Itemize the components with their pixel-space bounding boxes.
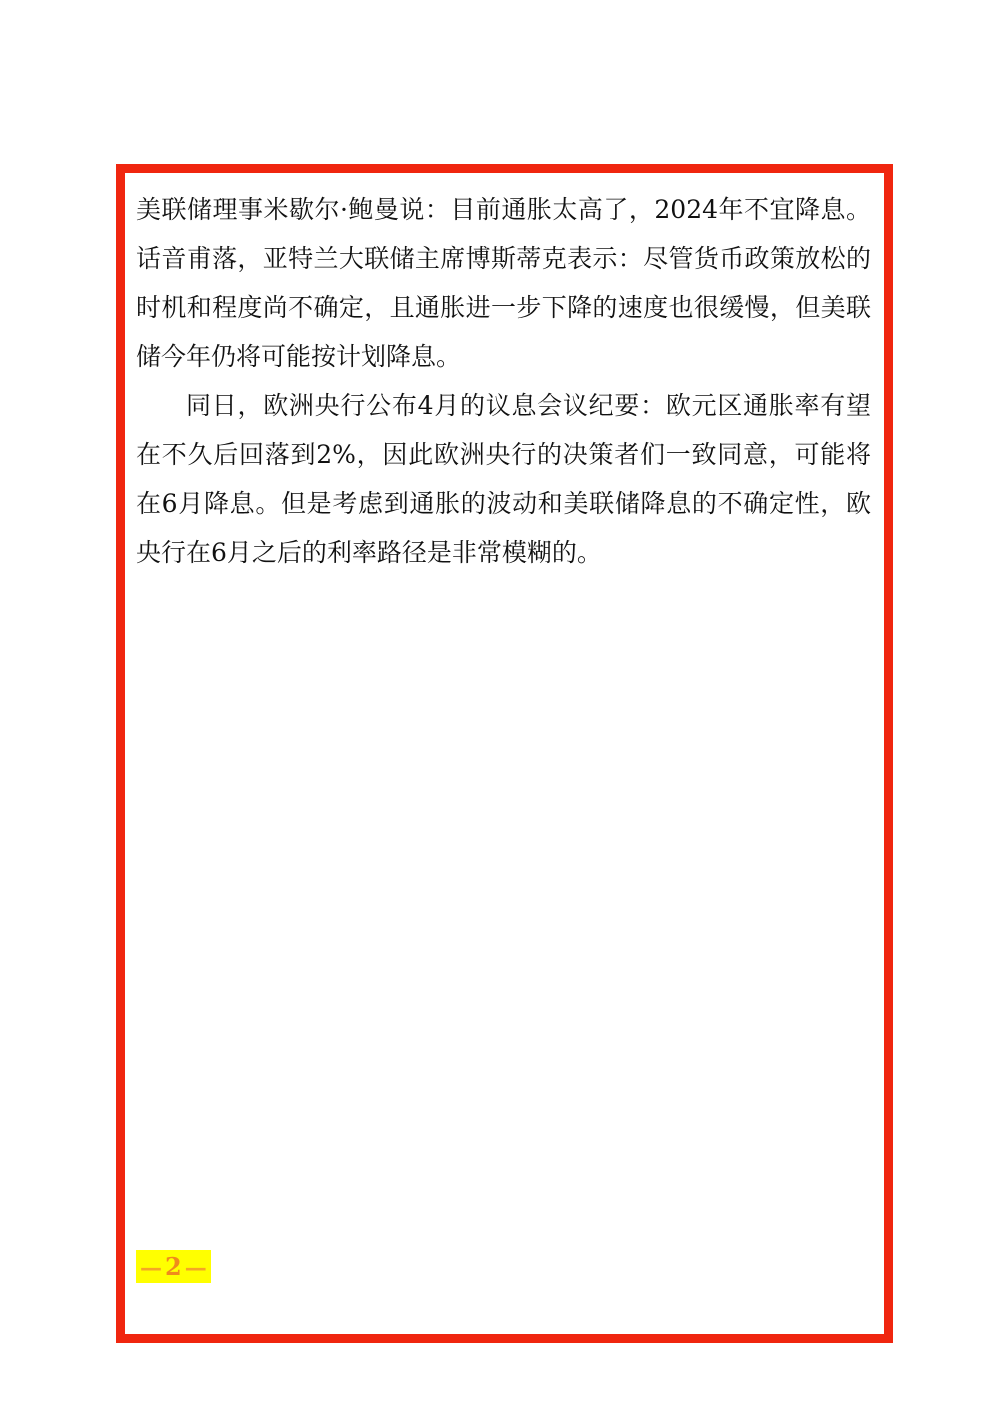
paragraph-ecb-minutes: 同日，欧洲央行公布4月的议息会议纪要：欧元区通胀率有望在不久后回落到2%，因此欧洲央行的决策者们一致同意，可能将在6月降息。但是考虑到通胀的波动和美联储降息的不确定性，欧央行在6月之后的利率路径是非常模糊的。 (136, 391, 871, 567)
page-number (136, 1250, 211, 1283)
page-border-frame (116, 164, 893, 1343)
document-body (136, 185, 871, 577)
page-number-dash-right: — (184, 1255, 207, 1281)
paragraph-fed-comments: 美联储理事米歇尔·鲍曼说：目前通胀太高了，2024年不宜降息。话音甫落，亚特兰大联储主席博斯蒂克表示：尽管货币政策放松的时机和程度尚不确定，且通胀进一步下降的速度也很缓慢，但美联储今年仍将可能按计划降息。 (136, 195, 871, 371)
page-number-dash-left: — (140, 1255, 162, 1281)
page-number-value: 2 (165, 1252, 182, 1281)
